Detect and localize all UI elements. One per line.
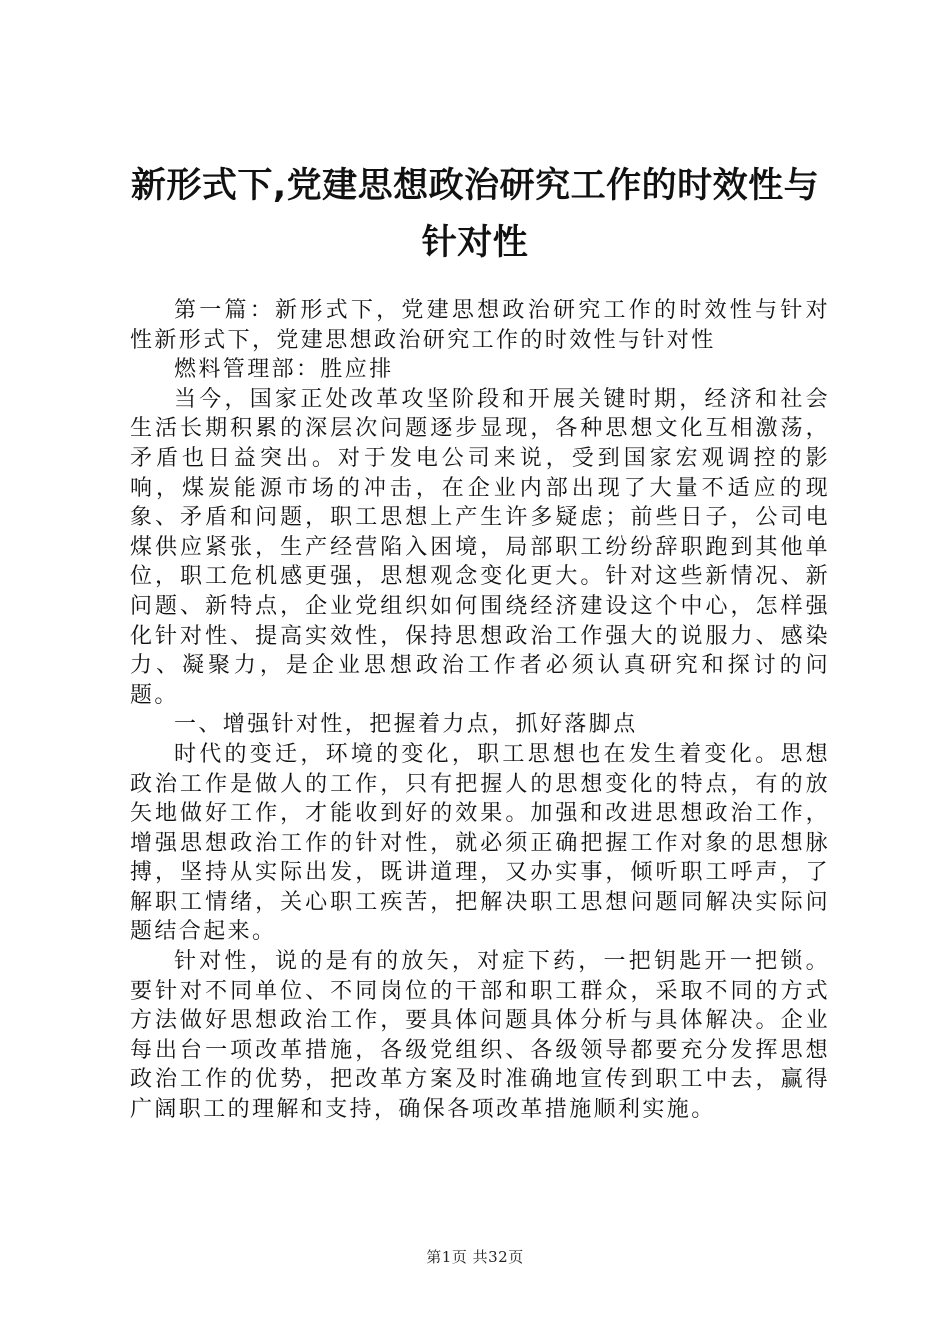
title-line-1: 新形式下,党建思想政治研究工作的时效性与	[130, 166, 820, 206]
document-title	[120, 158, 830, 272]
document-body	[130, 296, 830, 1125]
body-paragraph: 当今，国家正处改革攻坚阶段和开展关键时期，经济和社会生活长期积累的深层次问题逐步显现，各种思想文化互相激荡，矛盾也日益突出。对于发电公司来说，受到国家宏观调控的影响，煤炭能源市场的冲击，在企业内部出现了大量不适应的现象、矛盾和问题，职工思想上产生许多疑虑；前些日子，公司电煤供应紧张，生产经营陷入困境，局部职工纷纷辞职跑到其他单位，职工危机感更强，思想观念变化更大。针对这些新情况、新问题、新特点，企业党组织如何围绕经济建设这个中心，怎样强化针对性、提高实效性，保持思想政治工作强大的说服力、感染力、凝聚力，是企业思想政治工作者必须认真研究和探讨的问题。	[130, 386, 830, 708]
body-paragraph: 时代的变迁，环境的变化，职工思想也在发生着变化。思想政治工作是做人的工作，只有把握人的思想变化的特点，有的放矢地做好工作，才能收到好的效果。加强和改进思想政治工作，增强思想政治工作的针对性，就必须正确把握工作对象的思想脉搏，坚持从实际出发，既讲道理，又办实事，倾听职工呼声，了解职工情绪，关心职工疾苦，把解决职工思想问题同解决实际问题结合起来。	[130, 741, 830, 945]
section-heading: 一、增强针对性，把握着力点，抓好落脚点	[174, 712, 638, 738]
intro-paragraph: 第一篇：新形式下，党建思想政治研究工作的时效性与针对性新形式下，党建思想政治研究工作的时效性与针对性	[130, 298, 830, 353]
author-line: 燃料管理部：胜应排	[174, 357, 394, 383]
body-paragraph: 针对性，说的是有的放矢，对症下药，一把钥匙开一把锁。要针对不同单位、不同岗位的干部和职工群众，采取不同的方式方法做好思想政治工作，要具体问题具体分析与具体解决。企业每出台一项改革措施，各级党组织、各级领导都要充分发挥思想政治工作的优势，把改革方案及时准确地宣传到职工中去，赢得广阔职工的理解和支持，确保各项改革措施顺利实施。	[130, 949, 830, 1123]
page-number-footer: 第1页 共32页	[426, 1248, 524, 1266]
title-line-2: 针对性	[421, 223, 529, 263]
